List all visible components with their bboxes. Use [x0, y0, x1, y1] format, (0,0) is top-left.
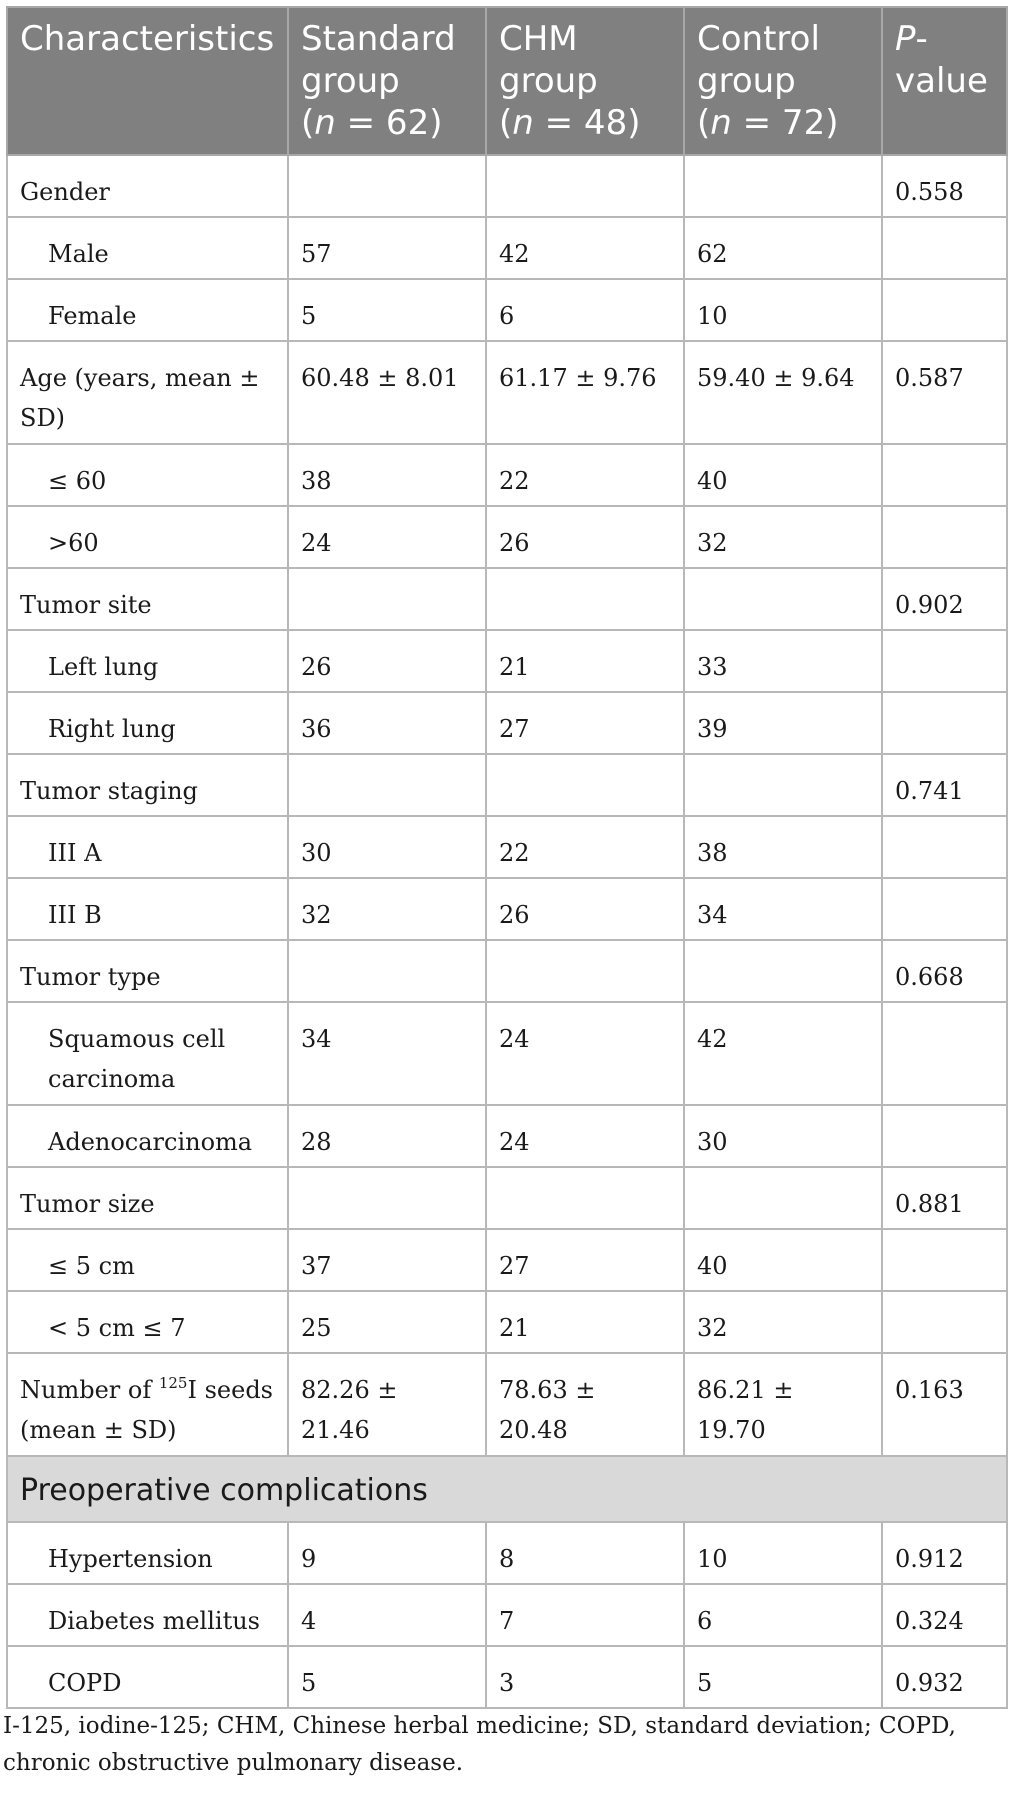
- control-cell: 62: [684, 217, 882, 279]
- row-label: >60: [7, 506, 288, 568]
- table-row: [7, 1229, 1007, 1291]
- chm-cell: [486, 1167, 684, 1229]
- standard-cell: 34: [288, 1002, 486, 1105]
- section-row: [7, 1456, 1007, 1522]
- chm-cell: 27: [486, 1229, 684, 1291]
- row-label: Number of $^{125}$I seeds (mean ± SD): [7, 1353, 288, 1456]
- standard-cell: 25: [288, 1291, 486, 1353]
- row-label: Age (years, mean ± SD): [7, 341, 288, 444]
- table-row: [7, 1167, 1007, 1229]
- table-row: [7, 878, 1007, 940]
- table-row: [7, 1291, 1007, 1353]
- control-cell: 86.21 ± 19.70: [684, 1353, 882, 1456]
- p-value-cell: 0.587: [882, 341, 1007, 444]
- row-label: Tumor site: [7, 568, 288, 630]
- standard-cell: 24: [288, 506, 486, 568]
- standard-cell: 37: [288, 1229, 486, 1291]
- standard-cell: 57: [288, 217, 486, 279]
- control-cell: 40: [684, 1229, 882, 1291]
- p-value-cell: [882, 1291, 1007, 1353]
- chm-cell: [486, 754, 684, 816]
- table-row: [7, 754, 1007, 816]
- header-standard-group: Standard group (n = 62): [288, 7, 486, 155]
- control-cell: 39: [684, 692, 882, 754]
- p-value-cell: [882, 1002, 1007, 1105]
- control-cell: 32: [684, 506, 882, 568]
- table-row: [7, 940, 1007, 1002]
- table-row: [7, 1105, 1007, 1167]
- p-value-cell: [882, 217, 1007, 279]
- row-label: Tumor type: [7, 940, 288, 1002]
- control-cell: 30: [684, 1105, 882, 1167]
- p-value-cell: 0.558: [882, 155, 1007, 217]
- p-value-cell: [882, 444, 1007, 506]
- chm-cell: 3: [486, 1646, 684, 1708]
- p-value-cell: 0.324: [882, 1584, 1007, 1646]
- p-value-cell: [882, 506, 1007, 568]
- table-row: [7, 1002, 1007, 1105]
- p-value-cell: [882, 878, 1007, 940]
- row-label: Tumor size: [7, 1167, 288, 1229]
- control-cell: 40: [684, 444, 882, 506]
- table-row: [7, 630, 1007, 692]
- chm-cell: [486, 940, 684, 1002]
- control-cell: [684, 940, 882, 1002]
- row-label: Hypertension: [7, 1522, 288, 1584]
- p-value-cell: 0.932: [882, 1646, 1007, 1708]
- standard-cell: [288, 155, 486, 217]
- characteristics-table: [6, 6, 1008, 1709]
- table-row: [7, 1646, 1007, 1708]
- header-row: [7, 7, 1007, 155]
- row-label: Squamous cell carcinoma: [7, 1002, 288, 1105]
- standard-cell: 5: [288, 1646, 486, 1708]
- standard-cell: [288, 940, 486, 1002]
- row-label: Male: [7, 217, 288, 279]
- row-label: Diabetes mellitus: [7, 1584, 288, 1646]
- row-label: III B: [7, 878, 288, 940]
- control-cell: 42: [684, 1002, 882, 1105]
- header-p-value: P- value: [882, 7, 1007, 155]
- standard-cell: 26: [288, 630, 486, 692]
- row-label: Right lung: [7, 692, 288, 754]
- row-label: ≤ 5 cm: [7, 1229, 288, 1291]
- chm-cell: 8: [486, 1522, 684, 1584]
- standard-cell: [288, 568, 486, 630]
- standard-cell: 30: [288, 816, 486, 878]
- standard-cell: 28: [288, 1105, 486, 1167]
- table-row: [7, 692, 1007, 754]
- row-label: COPD: [7, 1646, 288, 1708]
- table-row: [7, 341, 1007, 444]
- table-row: [7, 568, 1007, 630]
- table-row: [7, 1353, 1007, 1456]
- standard-cell: 9: [288, 1522, 486, 1584]
- p-value-cell: [882, 816, 1007, 878]
- p-value-cell: 0.163: [882, 1353, 1007, 1456]
- standard-cell: 5: [288, 279, 486, 341]
- p-value-cell: 0.741: [882, 754, 1007, 816]
- control-cell: 34: [684, 878, 882, 940]
- row-label: < 5 cm ≤ 7: [7, 1291, 288, 1353]
- table-row: [7, 217, 1007, 279]
- p-value-cell: [882, 279, 1007, 341]
- p-value-cell: 0.902: [882, 568, 1007, 630]
- row-label: Adenocarcinoma: [7, 1105, 288, 1167]
- chm-cell: 21: [486, 1291, 684, 1353]
- control-cell: 32: [684, 1291, 882, 1353]
- chm-cell: 6: [486, 279, 684, 341]
- control-cell: 5: [684, 1646, 882, 1708]
- header-chm-group: CHM group (n = 48): [486, 7, 684, 155]
- chm-cell: [486, 568, 684, 630]
- control-cell: [684, 568, 882, 630]
- row-label: Tumor staging: [7, 754, 288, 816]
- p-value-cell: 0.912: [882, 1522, 1007, 1584]
- chm-cell: 78.63 ± 20.48: [486, 1353, 684, 1456]
- row-label: III A: [7, 816, 288, 878]
- chm-cell: 24: [486, 1002, 684, 1105]
- header-control-group: Control group (n = 72): [684, 7, 882, 155]
- chm-cell: 22: [486, 444, 684, 506]
- standard-cell: 38: [288, 444, 486, 506]
- chm-cell: 24: [486, 1105, 684, 1167]
- table-row: [7, 279, 1007, 341]
- table-row: [7, 1584, 1007, 1646]
- standard-cell: 32: [288, 878, 486, 940]
- row-label: Left lung: [7, 630, 288, 692]
- p-value-cell: 0.881: [882, 1167, 1007, 1229]
- control-cell: 38: [684, 816, 882, 878]
- control-cell: 10: [684, 1522, 882, 1584]
- p-value-cell: [882, 1229, 1007, 1291]
- standard-cell: [288, 1167, 486, 1229]
- chm-cell: 26: [486, 506, 684, 568]
- standard-cell: [288, 754, 486, 816]
- control-cell: 33: [684, 630, 882, 692]
- p-value-cell: [882, 1105, 1007, 1167]
- row-label: ≤ 60: [7, 444, 288, 506]
- control-cell: 10: [684, 279, 882, 341]
- control-cell: 59.40 ± 9.64: [684, 341, 882, 444]
- table-row: [7, 444, 1007, 506]
- standard-cell: 60.48 ± 8.01: [288, 341, 486, 444]
- table-row: [7, 816, 1007, 878]
- p-value-cell: [882, 692, 1007, 754]
- chm-cell: [486, 155, 684, 217]
- chm-cell: 42: [486, 217, 684, 279]
- table-row: [7, 155, 1007, 217]
- chm-cell: 21: [486, 630, 684, 692]
- table-row: [7, 506, 1007, 568]
- standard-cell: 36: [288, 692, 486, 754]
- chm-cell: 26: [486, 878, 684, 940]
- table-row: [7, 1522, 1007, 1584]
- table-footnote: I-125, iodine-125; CHM, Chinese herbal medicine; SD, standard deviation; COPD, chronic obstructive pulmonary disease.: [3, 1713, 956, 1776]
- control-cell: [684, 1167, 882, 1229]
- p-value-cell: [882, 630, 1007, 692]
- section-title: Preoperative complications: [7, 1456, 1007, 1522]
- chm-cell: 7: [486, 1584, 684, 1646]
- chm-cell: 27: [486, 692, 684, 754]
- standard-cell: 82.26 ± 21.46: [288, 1353, 486, 1456]
- control-cell: 6: [684, 1584, 882, 1646]
- control-cell: [684, 155, 882, 217]
- row-label: Gender: [7, 155, 288, 217]
- header-characteristics: Characteristics: [7, 7, 288, 155]
- p-value-cell: 0.668: [882, 940, 1007, 1002]
- control-cell: [684, 754, 882, 816]
- chm-cell: 61.17 ± 9.76: [486, 341, 684, 444]
- chm-cell: 22: [486, 816, 684, 878]
- row-label: Female: [7, 279, 288, 341]
- standard-cell: 4: [288, 1584, 486, 1646]
